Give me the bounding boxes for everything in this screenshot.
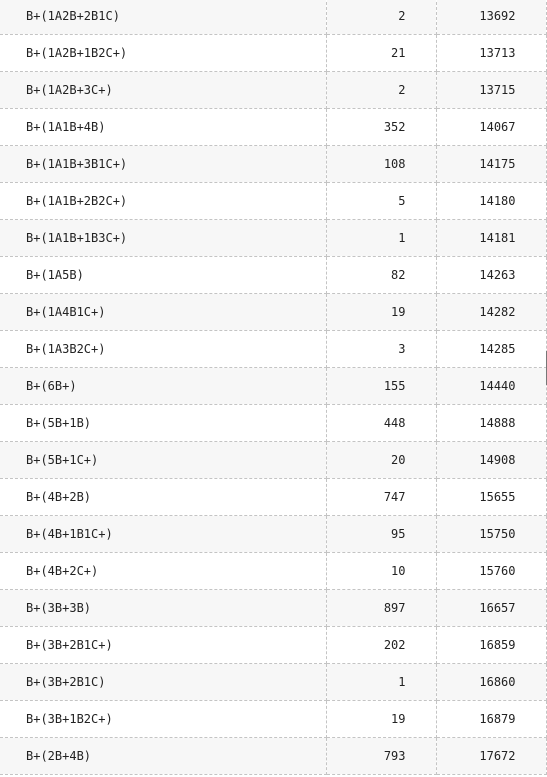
row-label: B+(1A5B) [0, 257, 326, 294]
row-label: B+(1A2B+3C+) [0, 72, 326, 109]
table-row [0, 479, 546, 516]
row-cumulative: 14282 [436, 294, 546, 331]
row-label: B+(1A2B+2B1C) [0, 0, 326, 35]
row-cumulative: 16860 [436, 664, 546, 701]
row-label: B+(1A1B+3B1C+) [0, 146, 326, 183]
table-row [0, 590, 546, 627]
row-count: 2 [326, 0, 436, 35]
table-row [0, 146, 546, 183]
row-label: B+(4B+1B1C+) [0, 516, 326, 553]
row-count: 448 [326, 405, 436, 442]
row-count: 1 [326, 220, 436, 257]
row-label: B+(1A1B+4B) [0, 109, 326, 146]
row-cumulative: 15760 [436, 553, 546, 590]
row-label: B+(3B+1B2C+) [0, 701, 326, 738]
row-count: 202 [326, 627, 436, 664]
row-count: 20 [326, 442, 436, 479]
table-row [0, 257, 546, 294]
row-cumulative: 16657 [436, 590, 546, 627]
table-row [0, 72, 546, 109]
row-cumulative: 13715 [436, 72, 546, 109]
row-count: 3 [326, 331, 436, 368]
table-row [0, 553, 546, 590]
row-cumulative: 13692 [436, 0, 546, 35]
row-cumulative: 14285 [436, 331, 546, 368]
row-label: B+(2B+4B) [0, 738, 326, 775]
table-row [0, 35, 546, 72]
table-row [0, 183, 546, 220]
row-count: 155 [326, 368, 436, 405]
row-cumulative: 14181 [436, 220, 546, 257]
table-row [0, 331, 546, 368]
row-cumulative: 13713 [436, 35, 546, 72]
row-cumulative: 17672 [436, 738, 546, 775]
row-cumulative: 14888 [436, 405, 546, 442]
row-cumulative: 14180 [436, 183, 546, 220]
row-cumulative: 16879 [436, 701, 546, 738]
table-row [0, 368, 546, 405]
row-count: 108 [326, 146, 436, 183]
table-row [0, 664, 546, 701]
row-label: B+(1A4B1C+) [0, 294, 326, 331]
row-count: 21 [326, 35, 436, 72]
table-row [0, 516, 546, 553]
row-label: B+(3B+3B) [0, 590, 326, 627]
row-count: 95 [326, 516, 436, 553]
row-cumulative: 14440 [436, 368, 546, 405]
row-count: 82 [326, 257, 436, 294]
row-label: B+(5B+1C+) [0, 442, 326, 479]
row-count: 897 [326, 590, 436, 627]
row-label: B+(5B+1B) [0, 405, 326, 442]
row-count: 10 [326, 553, 436, 590]
table-row [0, 109, 546, 146]
row-count: 747 [326, 479, 436, 516]
table-row [0, 220, 546, 257]
row-cumulative: 14067 [436, 109, 546, 146]
row-count: 352 [326, 109, 436, 146]
row-count: 5 [326, 183, 436, 220]
table-row [0, 738, 546, 775]
row-count: 1 [326, 664, 436, 701]
row-cumulative: 14175 [436, 146, 546, 183]
row-label: B+(1A1B+2B2C+) [0, 183, 326, 220]
row-label: B+(1A3B2C+) [0, 331, 326, 368]
row-label: B+(4B+2B) [0, 479, 326, 516]
row-count: 793 [326, 738, 436, 775]
row-count: 19 [326, 294, 436, 331]
table-row [0, 701, 546, 738]
table-row [0, 0, 546, 35]
row-label: B+(3B+2B1C) [0, 664, 326, 701]
row-label: B+(6B+) [0, 368, 326, 405]
row-label: B+(1A2B+1B2C+) [0, 35, 326, 72]
table-row [0, 294, 546, 331]
table-row [0, 442, 546, 479]
row-count: 19 [326, 701, 436, 738]
row-label: B+(3B+2B1C+) [0, 627, 326, 664]
row-cumulative: 15655 [436, 479, 546, 516]
row-label: B+(1A1B+1B3C+) [0, 220, 326, 257]
row-cumulative: 14263 [436, 257, 546, 294]
row-cumulative: 15750 [436, 516, 546, 553]
row-cumulative: 14908 [436, 442, 546, 479]
table-row [0, 405, 546, 442]
row-label: B+(4B+2C+) [0, 553, 326, 590]
row-count: 2 [326, 72, 436, 109]
table-row [0, 627, 546, 664]
row-cumulative: 16859 [436, 627, 546, 664]
